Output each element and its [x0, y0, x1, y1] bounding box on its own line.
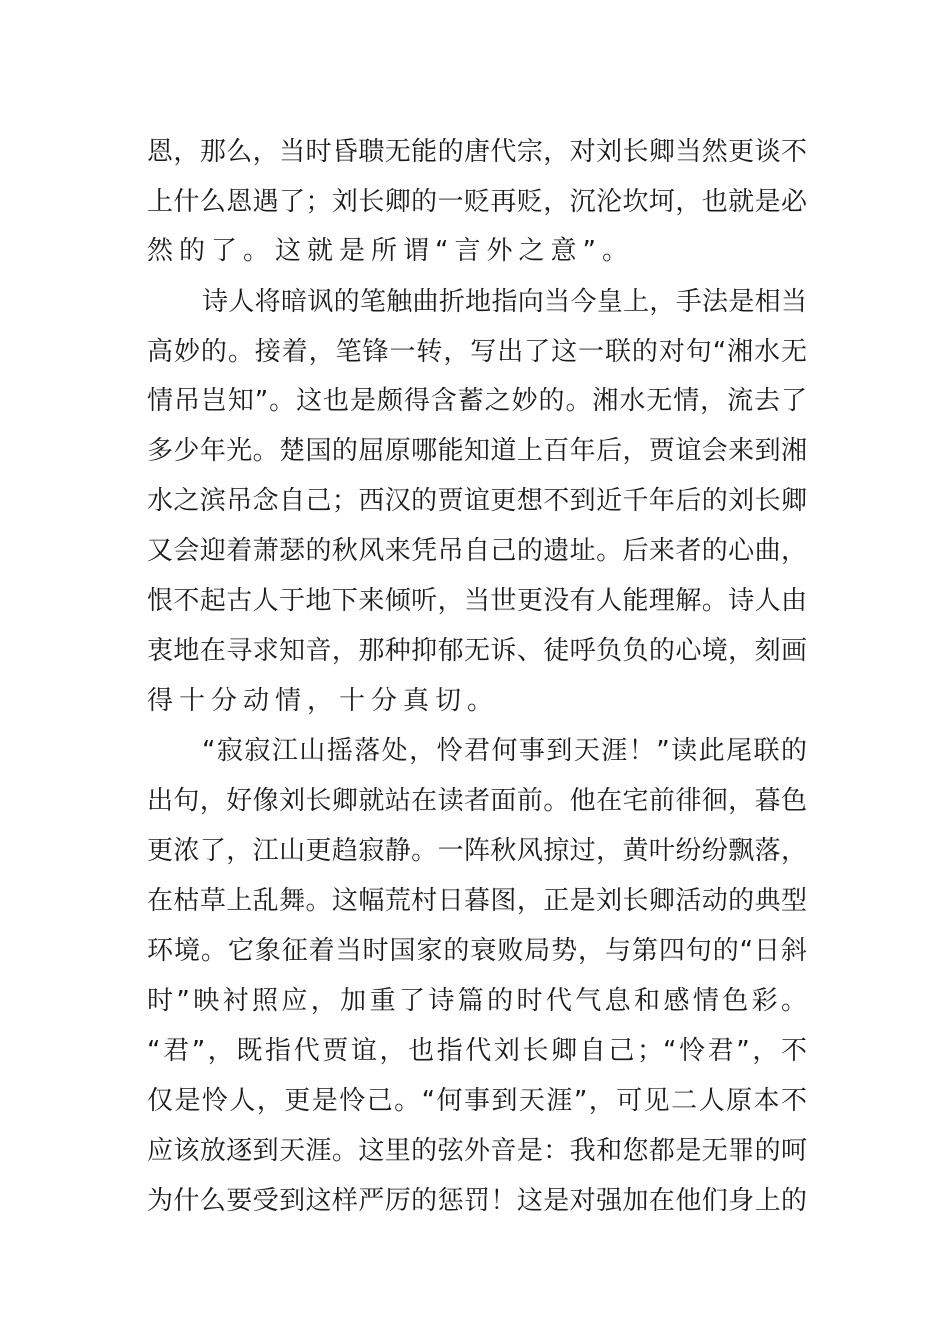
text-line: 更浓了，江山更趋寂静。一阵秋风掠过，黄叶纷纷飘落， — [147, 836, 807, 866]
paragraph-first-line: 诗人将暗讽的笔触曲折地指向当今皇上，手法是相当 — [202, 287, 807, 317]
text-line: 然的了。这就是所谓“言外之意”。 — [147, 236, 634, 266]
text-line: 环境。它象征着当时国家的衰败局势，与第四句的“日斜 — [147, 936, 807, 966]
paragraph-first-line: “寂寂江山摇落处，怜君何事到天涯！”读此尾联的 — [202, 736, 807, 766]
text-line: 多少年光。楚国的屈原哪能知道上百年后，贾谊会来到湘 — [147, 436, 807, 466]
text-line: 得十分动情，十分真切。 — [147, 686, 500, 716]
text-line: 恨不起古人于地下来倾听，当世更没有人能理解。诗人由 — [147, 586, 807, 616]
text-line: 恩，那么，当时昏聩无能的唐代宗，对刘长卿当然更谈不 — [147, 137, 807, 167]
text-line: 衷地在寻求知音，那种抑郁无诉、徒呼负负的心境，刻画 — [147, 636, 807, 666]
text-line: “君”，既指代贾谊，也指代刘长卿自己；“怜君”，不 — [147, 1036, 807, 1066]
text-line: 为什么要受到这样严厉的惩罚！这是对强加在他们身上的 — [147, 1186, 807, 1216]
text-line: 应该放逐到天涯。这里的弦外音是：我和您都是无罪的呵 — [147, 1136, 807, 1166]
text-line: 在枯草上乱舞。这幅荒村日暮图，正是刘长卿活动的典型 — [147, 886, 807, 916]
text-line: 水之滨吊念自己；西汉的贾谊更想不到近千年后的刘长卿 — [147, 486, 807, 516]
text-line: 情吊岂知”。这也是颇得含蓄之妙的。湘水无情，流去了 — [147, 386, 807, 416]
text-line: 出句，好像刘长卿就站在读者面前。他在宅前徘徊，暮色 — [147, 786, 807, 816]
text-line: 上什么恩遇了；刘长卿的一贬再贬，沉沦坎坷，也就是必 — [147, 187, 807, 217]
text-line: 仅是怜人，更是怜己。“何事到天涯”，可见二人原本不 — [147, 1086, 807, 1116]
text-line: 高妙的。接着，笔锋一转，写出了这一联的对句“湘水无 — [147, 337, 807, 367]
text-line: 时”映衬照应，加重了诗篇的时代气息和感情色彩。 — [147, 986, 807, 1016]
text-line: 又会迎着萧瑟的秋风来凭吊自己的遗址。后来者的心曲， — [147, 536, 807, 566]
